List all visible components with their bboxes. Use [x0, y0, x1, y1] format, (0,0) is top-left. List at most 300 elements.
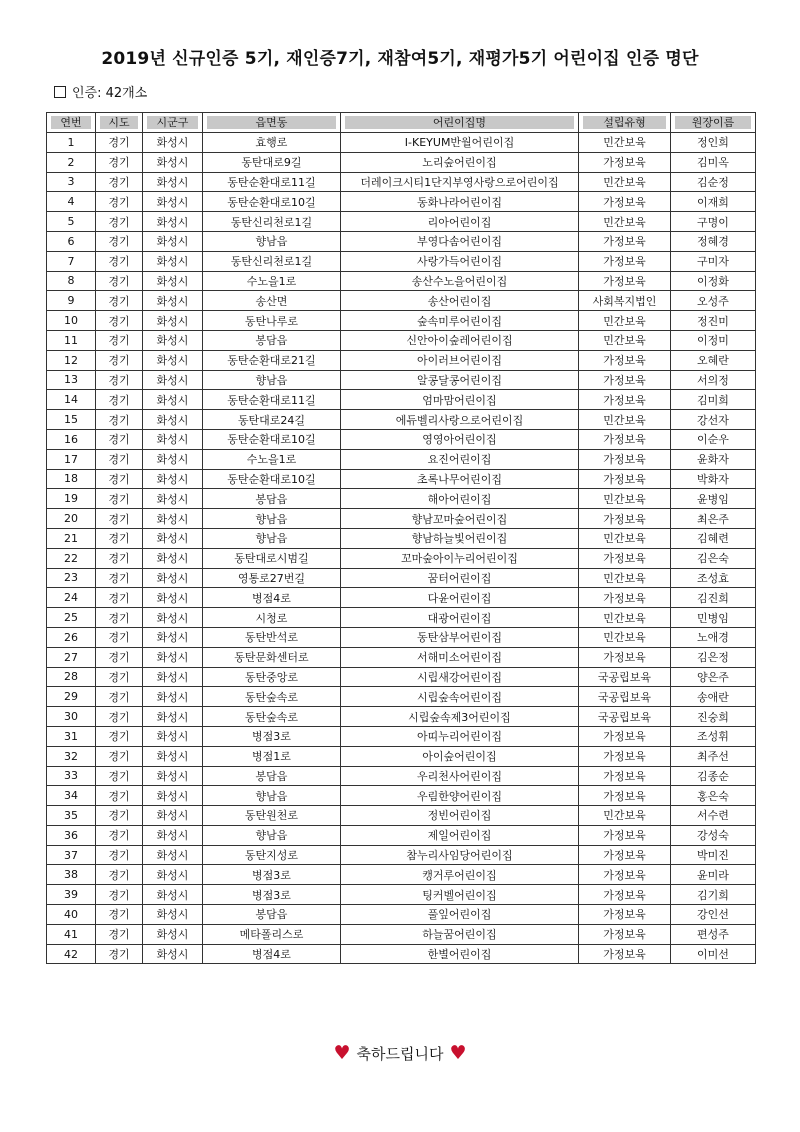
establishment-type-cell: 가정보육: [579, 370, 671, 390]
province-cell: 경기: [96, 627, 143, 647]
daycare-name-cell: 팅커벨어린이집: [341, 885, 579, 905]
daycare-name-cell: 시립숲속어린이집: [341, 687, 579, 707]
city-cell: 화성시: [143, 687, 203, 707]
director-name-cell: 편성주: [671, 924, 756, 944]
table-row: [47, 786, 756, 806]
establishment-type-cell: 가정보육: [579, 588, 671, 608]
daycare-name-cell: 에듀벨리사랑으로어린이집: [341, 410, 579, 430]
table-row: [47, 746, 756, 766]
province-cell: 경기: [96, 271, 143, 291]
row-number-cell: 23: [47, 568, 96, 588]
city-cell: 화성시: [143, 330, 203, 350]
row-number-cell: 26: [47, 627, 96, 647]
daycare-name-cell: 풀잎어린이집: [341, 905, 579, 925]
row-number-cell: 33: [47, 766, 96, 786]
daycare-name-cell: 대광어린이집: [341, 608, 579, 628]
table-row: [47, 905, 756, 925]
daycare-name-cell: 요진어린이집: [341, 449, 579, 469]
director-name-cell: 강성숙: [671, 825, 756, 845]
row-number-cell: 36: [47, 825, 96, 845]
province-cell: 경기: [96, 390, 143, 410]
province-cell: 경기: [96, 212, 143, 232]
city-cell: 화성시: [143, 429, 203, 449]
director-name-cell: 김종순: [671, 766, 756, 786]
director-name-cell: 강선자: [671, 410, 756, 430]
daycare-name-cell: 노리숲어린이집: [341, 152, 579, 172]
director-name-cell: 정인희: [671, 133, 756, 153]
establishment-type-cell: 가정보육: [579, 786, 671, 806]
table-row: [47, 133, 756, 153]
city-cell: 화성시: [143, 509, 203, 529]
establishment-type-cell: 가정보육: [579, 231, 671, 251]
city-cell: 화성시: [143, 726, 203, 746]
establishment-type-cell: 가정보육: [579, 825, 671, 845]
city-cell: 화성시: [143, 152, 203, 172]
establishment-type-cell: 가정보육: [579, 548, 671, 568]
congratulations-text: 축하드립니다: [356, 1045, 444, 1063]
city-cell: 화성시: [143, 370, 203, 390]
daycare-name-cell: 우림한양어린이집: [341, 786, 579, 806]
establishment-type-cell: 가정보육: [579, 726, 671, 746]
table-row: [47, 825, 756, 845]
city-cell: 화성시: [143, 231, 203, 251]
table-row: [47, 806, 756, 826]
province-cell: 경기: [96, 429, 143, 449]
row-number-cell: 24: [47, 588, 96, 608]
establishment-type-cell: 가정보육: [579, 449, 671, 469]
province-cell: 경기: [96, 924, 143, 944]
district-cell: 수노을1로: [203, 271, 341, 291]
establishment-type-cell: 사회복지법인: [579, 291, 671, 311]
district-cell: 메타폴리스로: [203, 924, 341, 944]
establishment-type-cell: 가정보육: [579, 766, 671, 786]
establishment-type-cell: 민간보육: [579, 528, 671, 548]
city-cell: 화성시: [143, 746, 203, 766]
table-row: [47, 350, 756, 370]
daycare-name-cell: 아이숲어린이집: [341, 746, 579, 766]
district-cell: 수노을1로: [203, 449, 341, 469]
province-cell: 경기: [96, 509, 143, 529]
daycare-name-cell: 영영아어린이집: [341, 429, 579, 449]
row-number-cell: 40: [47, 905, 96, 925]
province-cell: 경기: [96, 944, 143, 964]
header-cell: [341, 113, 579, 133]
header-label-city: 시군구: [147, 116, 198, 129]
establishment-type-cell: 민간보육: [579, 806, 671, 826]
row-number-cell: 8: [47, 271, 96, 291]
district-cell: 동탄순환대로10길: [203, 469, 341, 489]
district-cell: 향남읍: [203, 825, 341, 845]
table-row: [47, 212, 756, 232]
daycare-name-cell: 하늘꿈어린이집: [341, 924, 579, 944]
header-cell: [203, 113, 341, 133]
row-number-cell: 16: [47, 429, 96, 449]
city-cell: 화성시: [143, 627, 203, 647]
director-name-cell: 박미진: [671, 845, 756, 865]
table-row: [47, 627, 756, 647]
establishment-type-cell: 민간보육: [579, 212, 671, 232]
establishment-type-cell: 민간보육: [579, 568, 671, 588]
province-cell: 경기: [96, 667, 143, 687]
district-cell: 시청로: [203, 608, 341, 628]
table-row: [47, 271, 756, 291]
establishment-type-cell: 가정보육: [579, 924, 671, 944]
daycare-name-cell: 알콩달콩어린이집: [341, 370, 579, 390]
establishment-type-cell: 가정보육: [579, 647, 671, 667]
province-cell: 경기: [96, 707, 143, 727]
district-cell: 동탄순환대로11길: [203, 172, 341, 192]
city-cell: 화성시: [143, 924, 203, 944]
province-cell: 경기: [96, 152, 143, 172]
header-label-number: 연번: [51, 116, 91, 129]
district-cell: 동탄중앙로: [203, 667, 341, 687]
header-cell: [143, 113, 203, 133]
establishment-type-cell: 가정보육: [579, 509, 671, 529]
city-cell: 화성시: [143, 212, 203, 232]
province-cell: 경기: [96, 687, 143, 707]
director-name-cell: 김미옥: [671, 152, 756, 172]
establishment-type-cell: 민간보육: [579, 133, 671, 153]
district-cell: 동탄순환대로10길: [203, 192, 341, 212]
director-name-cell: 이정화: [671, 271, 756, 291]
province-cell: 경기: [96, 865, 143, 885]
table-row: [47, 608, 756, 628]
row-number-cell: 11: [47, 330, 96, 350]
district-cell: 향남읍: [203, 370, 341, 390]
district-cell: 봉담읍: [203, 766, 341, 786]
city-cell: 화성시: [143, 449, 203, 469]
city-cell: 화성시: [143, 311, 203, 331]
row-number-cell: 35: [47, 806, 96, 826]
province-cell: 경기: [96, 845, 143, 865]
daycare-name-cell: 캥거루어린이집: [341, 865, 579, 885]
establishment-type-cell: 민간보육: [579, 627, 671, 647]
establishment-type-cell: 국공립보육: [579, 687, 671, 707]
province-cell: 경기: [96, 806, 143, 826]
header-label-director: 원장이름: [675, 116, 751, 129]
city-cell: 화성시: [143, 865, 203, 885]
establishment-type-cell: 가정보육: [579, 885, 671, 905]
city-cell: 화성시: [143, 528, 203, 548]
city-cell: 화성시: [143, 271, 203, 291]
daycare-name-cell: 시립숲속제3어린이집: [341, 707, 579, 727]
district-cell: 동탄대로9길: [203, 152, 341, 172]
row-number-cell: 42: [47, 944, 96, 964]
establishment-type-cell: 가정보육: [579, 865, 671, 885]
city-cell: 화성시: [143, 469, 203, 489]
province-cell: 경기: [96, 251, 143, 271]
district-cell: 동탄대로시범길: [203, 548, 341, 568]
establishment-type-cell: 가정보육: [579, 429, 671, 449]
city-cell: 화성시: [143, 568, 203, 588]
header-label-province: 시도: [100, 116, 138, 129]
header-label-daycare-name: 어린이집명: [345, 116, 574, 129]
row-number-cell: 34: [47, 786, 96, 806]
row-number-cell: 5: [47, 212, 96, 232]
director-name-cell: 강인선: [671, 905, 756, 925]
director-name-cell: 김미희: [671, 390, 756, 410]
certification-summary: [54, 82, 147, 101]
province-cell: 경기: [96, 291, 143, 311]
row-number-cell: 3: [47, 172, 96, 192]
director-name-cell: 민병임: [671, 608, 756, 628]
establishment-type-cell: 가정보육: [579, 350, 671, 370]
row-number-cell: 1: [47, 133, 96, 153]
row-number-cell: 15: [47, 410, 96, 430]
director-name-cell: 김은숙: [671, 548, 756, 568]
city-cell: 화성시: [143, 806, 203, 826]
establishment-type-cell: 국공립보육: [579, 707, 671, 727]
row-number-cell: 39: [47, 885, 96, 905]
province-cell: 경기: [96, 489, 143, 509]
table-row: [47, 766, 756, 786]
daycare-name-cell: 초록나무어린이집: [341, 469, 579, 489]
table-row: [47, 330, 756, 350]
daycare-name-cell: 향남하늘빛어린이집: [341, 528, 579, 548]
director-name-cell: 서수련: [671, 806, 756, 826]
city-cell: 화성시: [143, 944, 203, 964]
city-cell: 화성시: [143, 133, 203, 153]
table-row: [47, 528, 756, 548]
city-cell: 화성시: [143, 647, 203, 667]
row-number-cell: 25: [47, 608, 96, 628]
city-cell: 화성시: [143, 905, 203, 925]
establishment-type-cell: 민간보육: [579, 330, 671, 350]
director-name-cell: 송애란: [671, 687, 756, 707]
city-cell: 화성시: [143, 390, 203, 410]
city-cell: 화성시: [143, 825, 203, 845]
daycare-name-cell: 꼬마숲아이누리어린이집: [341, 548, 579, 568]
district-cell: 향남읍: [203, 231, 341, 251]
row-number-cell: 7: [47, 251, 96, 271]
district-cell: 향남읍: [203, 509, 341, 529]
table-row: [47, 944, 756, 964]
establishment-type-cell: 가정보육: [579, 905, 671, 925]
city-cell: 화성시: [143, 350, 203, 370]
establishment-type-cell: 민간보육: [579, 608, 671, 628]
city-cell: 화성시: [143, 667, 203, 687]
row-number-cell: 18: [47, 469, 96, 489]
director-name-cell: 오성주: [671, 291, 756, 311]
table-row: [47, 489, 756, 509]
city-cell: 화성시: [143, 885, 203, 905]
province-cell: 경기: [96, 469, 143, 489]
establishment-type-cell: 민간보육: [579, 311, 671, 331]
table-row: [47, 311, 756, 331]
city-cell: 화성시: [143, 291, 203, 311]
establishment-type-cell: 가정보육: [579, 469, 671, 489]
province-cell: 경기: [96, 786, 143, 806]
row-number-cell: 6: [47, 231, 96, 251]
district-cell: 봉담읍: [203, 905, 341, 925]
daycare-name-cell: 꿈터어린이집: [341, 568, 579, 588]
establishment-type-cell: 가정보육: [579, 152, 671, 172]
row-number-cell: 41: [47, 924, 96, 944]
daycare-name-cell: 시립새강어린이집: [341, 667, 579, 687]
city-cell: 화성시: [143, 410, 203, 430]
table-row: [47, 469, 756, 489]
row-number-cell: 2: [47, 152, 96, 172]
city-cell: 화성시: [143, 489, 203, 509]
director-name-cell: 김기희: [671, 885, 756, 905]
table-row: [47, 449, 756, 469]
director-name-cell: 홍은숙: [671, 786, 756, 806]
table-row: [47, 924, 756, 944]
daycare-name-cell: 더레이크시티1단지부영사랑으로어린이집: [341, 172, 579, 192]
daycare-name-cell: 서해미소어린이집: [341, 647, 579, 667]
city-cell: 화성시: [143, 786, 203, 806]
daycare-name-cell: 숲속미루어린이집: [341, 311, 579, 331]
district-cell: 동탄대로24길: [203, 410, 341, 430]
district-cell: 병점3로: [203, 865, 341, 885]
district-cell: 향남읍: [203, 528, 341, 548]
establishment-type-cell: 가정보육: [579, 251, 671, 271]
congratulations-footer: [0, 1043, 800, 1064]
province-cell: 경기: [96, 449, 143, 469]
district-cell: 동탄순환대로10길: [203, 429, 341, 449]
establishment-type-cell: 민간보육: [579, 172, 671, 192]
director-name-cell: 최주선: [671, 746, 756, 766]
province-cell: 경기: [96, 608, 143, 628]
row-number-cell: 30: [47, 707, 96, 727]
establishment-type-cell: 가정보육: [579, 746, 671, 766]
daycare-name-cell: 엄마맘어린이집: [341, 390, 579, 410]
row-number-cell: 29: [47, 687, 96, 707]
district-cell: 동탄문화센터로: [203, 647, 341, 667]
establishment-type-cell: 가정보육: [579, 944, 671, 964]
director-name-cell: 이재희: [671, 192, 756, 212]
table-row: [47, 172, 756, 192]
daycare-name-cell: I-KEYUM반월어린이집: [341, 133, 579, 153]
table-row: [47, 548, 756, 568]
district-cell: 동탄원천로: [203, 806, 341, 826]
row-number-cell: 4: [47, 192, 96, 212]
province-cell: 경기: [96, 172, 143, 192]
city-cell: 화성시: [143, 172, 203, 192]
page-title: 2019년 신규인증 5기, 재인증7기, 재참여5기, 재평가5기 어린이집 인증 명단: [101, 49, 699, 69]
row-number-cell: 22: [47, 548, 96, 568]
table-row: [47, 370, 756, 390]
district-cell: 향남읍: [203, 786, 341, 806]
header-cell: [47, 113, 96, 133]
director-name-cell: 조성효: [671, 568, 756, 588]
row-number-cell: 31: [47, 726, 96, 746]
table-row: [47, 509, 756, 529]
table-row: [47, 410, 756, 430]
director-name-cell: 조성휘: [671, 726, 756, 746]
district-cell: 병점1로: [203, 746, 341, 766]
province-cell: 경기: [96, 231, 143, 251]
city-cell: 화성시: [143, 707, 203, 727]
daycare-name-cell: 사랑가득어린이집: [341, 251, 579, 271]
director-name-cell: 김은정: [671, 647, 756, 667]
director-name-cell: 정혜경: [671, 231, 756, 251]
table-row: [47, 647, 756, 667]
province-cell: 경기: [96, 726, 143, 746]
district-cell: 효행로: [203, 133, 341, 153]
header-label-type: 설립유형: [583, 116, 666, 129]
city-cell: 화성시: [143, 588, 203, 608]
director-name-cell: 김혜련: [671, 528, 756, 548]
district-cell: 봉담읍: [203, 330, 341, 350]
row-number-cell: 12: [47, 350, 96, 370]
director-name-cell: 박화자: [671, 469, 756, 489]
director-name-cell: 양은주: [671, 667, 756, 687]
daycare-name-cell: 송산수노을어린이집: [341, 271, 579, 291]
district-cell: 영통로27번길: [203, 568, 341, 588]
row-number-cell: 20: [47, 509, 96, 529]
district-cell: 동탄신리천로1길: [203, 251, 341, 271]
daycare-name-cell: 송산어린이집: [341, 291, 579, 311]
row-number-cell: 14: [47, 390, 96, 410]
province-cell: 경기: [96, 133, 143, 153]
establishment-type-cell: 가정보육: [579, 845, 671, 865]
table-row: [47, 291, 756, 311]
daycare-name-cell: 참누리사임당어린이집: [341, 845, 579, 865]
city-cell: 화성시: [143, 548, 203, 568]
daycare-name-cell: 정빈어린이집: [341, 806, 579, 826]
summary-text: 인증: 42개소: [72, 86, 148, 101]
row-number-cell: 17: [47, 449, 96, 469]
daycare-name-cell: 동탄삼부어린이집: [341, 627, 579, 647]
establishment-type-cell: 민간보육: [579, 489, 671, 509]
table-row: [47, 390, 756, 410]
certified-daycare-table: [46, 112, 756, 964]
director-name-cell: 윤미라: [671, 865, 756, 885]
province-cell: 경기: [96, 370, 143, 390]
director-name-cell: 구명이: [671, 212, 756, 232]
district-cell: 동탄숲속로: [203, 707, 341, 727]
district-cell: 봉담읍: [203, 489, 341, 509]
daycare-name-cell: 아이러브어린이집: [341, 350, 579, 370]
district-cell: 병점3로: [203, 726, 341, 746]
city-cell: 화성시: [143, 766, 203, 786]
district-cell: 병점4로: [203, 588, 341, 608]
director-name-cell: 노애경: [671, 627, 756, 647]
heart-icon: ♥: [333, 1042, 351, 1064]
director-name-cell: 최은주: [671, 509, 756, 529]
province-cell: 경기: [96, 410, 143, 430]
director-name-cell: 오혜란: [671, 350, 756, 370]
daycare-name-cell: 제일어린이집: [341, 825, 579, 845]
director-name-cell: 이순우: [671, 429, 756, 449]
district-cell: 동탄순환대로11길: [203, 390, 341, 410]
director-name-cell: 윤화자: [671, 449, 756, 469]
table-row: [47, 845, 756, 865]
table-row: [47, 231, 756, 251]
daycare-name-cell: 향남꼬마숲어린이집: [341, 509, 579, 529]
director-name-cell: 정진미: [671, 311, 756, 331]
city-cell: 화성시: [143, 608, 203, 628]
daycare-name-cell: 해아어린이집: [341, 489, 579, 509]
daycare-name-cell: 우리천사어린이집: [341, 766, 579, 786]
director-name-cell: 김진희: [671, 588, 756, 608]
row-number-cell: 19: [47, 489, 96, 509]
table-body: [47, 133, 756, 964]
table-row: [47, 687, 756, 707]
header-label-district: 읍면동: [207, 116, 336, 129]
establishment-type-cell: 가정보육: [579, 192, 671, 212]
city-cell: 화성시: [143, 192, 203, 212]
city-cell: 화성시: [143, 251, 203, 271]
province-cell: 경기: [96, 528, 143, 548]
establishment-type-cell: 가정보육: [579, 271, 671, 291]
district-cell: 동탄반석로: [203, 627, 341, 647]
director-name-cell: 진숭희: [671, 707, 756, 727]
director-name-cell: 구미자: [671, 251, 756, 271]
province-cell: 경기: [96, 192, 143, 212]
table-row: [47, 192, 756, 212]
